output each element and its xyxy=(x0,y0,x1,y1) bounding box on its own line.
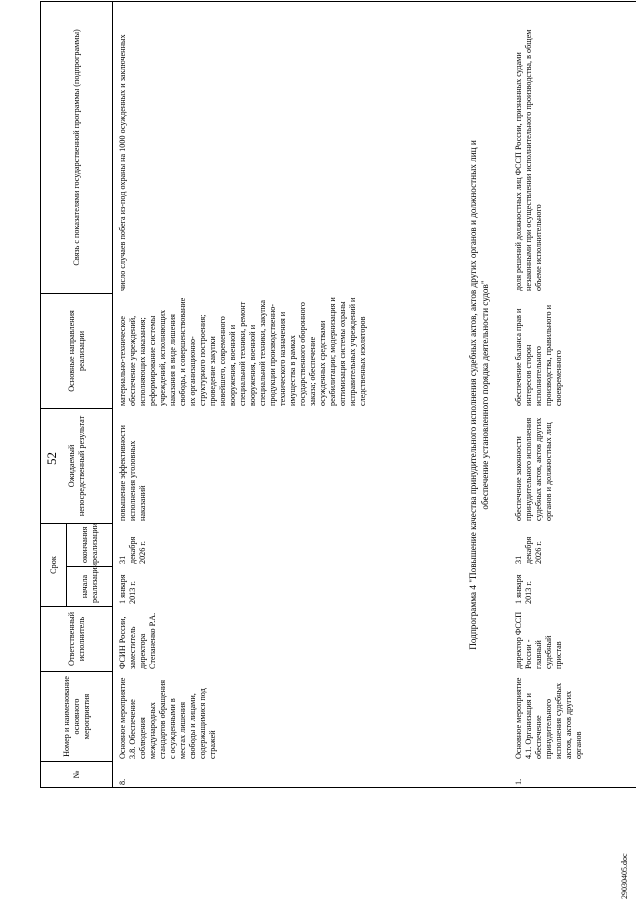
header-end: окончания реализации xyxy=(67,523,113,566)
row1-num: 1. xyxy=(514,778,523,785)
row8-start: 1 января 2013 г. xyxy=(118,574,137,604)
row1-end: 31 декабря 2026 г. xyxy=(514,536,543,564)
row1-start: 1 января 2013 г. xyxy=(514,574,533,604)
row1-directions: обеспечение баланса прав и интересов сторон исполнительного производства, правильного и своевременного xyxy=(514,304,563,406)
row1-name: Основное мероприятие 4.1. Организация и обеспечение принудительного исполнения судебных актов, актов других органов xyxy=(514,677,583,759)
header-term: Срок xyxy=(41,523,67,606)
header-directions: Основные направления реализации xyxy=(41,293,113,408)
row1-responsible: директор ФССП России - главный судебный пристав xyxy=(514,611,563,669)
table-row-8 xyxy=(116,2,370,788)
header-link: Связь с показателями государственной программы (подпрограммы) xyxy=(41,1,113,293)
doc-id: 29030405.doc xyxy=(620,853,629,899)
header-result: Ожидаемый непосредственный результат xyxy=(41,408,113,523)
page-number: 52 xyxy=(44,452,59,465)
row8-num: 8. xyxy=(118,778,127,785)
row8-end: 31 декабря 2026 г. xyxy=(118,536,147,564)
table-left-border xyxy=(40,787,636,788)
row8-directions: материально-техническое обеспечение учреждений, исполняющих наказания; реформирование системы учреждений, исполняющих наказания в виде лишения свободы, и совершенствование их организационно-структурного построения; проведение закупки новейшего, современного вооружения, военной и специальной техники, ремонт вооружения, военной и специальной техники, закупка продукции производственно-технического назначения и имущества в рамках государственного оборонного заказа; обеспечение осужденных средствами реабилитации; модернизация и оптимизация системы охраны исправительных учреждений и следственных изоляторов xyxy=(118,297,367,406)
row8-link: число случаев побега из-под охраны на 1000 осужденных и заключенных xyxy=(118,34,127,291)
header-start: начала реализации xyxy=(67,567,113,607)
header-name: Номер и наименование основного мероприятия xyxy=(41,672,113,762)
header-responsible: Ответственный исполнитель xyxy=(41,607,113,672)
row1-result: обеспечение законности принудительного исполнения судебных актов, актов других органов и должностных лиц xyxy=(514,417,553,521)
table-row-1 xyxy=(512,2,586,788)
subprogram-title: Подпрограмма 4 "Повышение качества принудительного исполнения судебных актов, актов других органов и должностных лиц и обеспечение установленного порядка деятельности судов" xyxy=(468,140,490,650)
table-right-border xyxy=(40,1,636,2)
table-header xyxy=(40,1,113,788)
row8-name: Основное мероприятие 3.8. Обеспечение соблюдения международных стандартов обращения с осужденными в местах лишения свободы и лицами, содержащимися под стражей xyxy=(118,677,217,759)
header-num: № xyxy=(41,762,113,788)
row8-responsible: ФСИН России, заместитель директора Степаненко Р.А. xyxy=(118,612,157,669)
row8-result: повышение эффективности исполнения уголовных наказаний xyxy=(118,425,147,521)
row1-link: доля решений должностных лиц ФССП России, признанных судами незаконными при осуществлении исполнительного производства, в общем объеме исполнительного xyxy=(514,29,543,291)
